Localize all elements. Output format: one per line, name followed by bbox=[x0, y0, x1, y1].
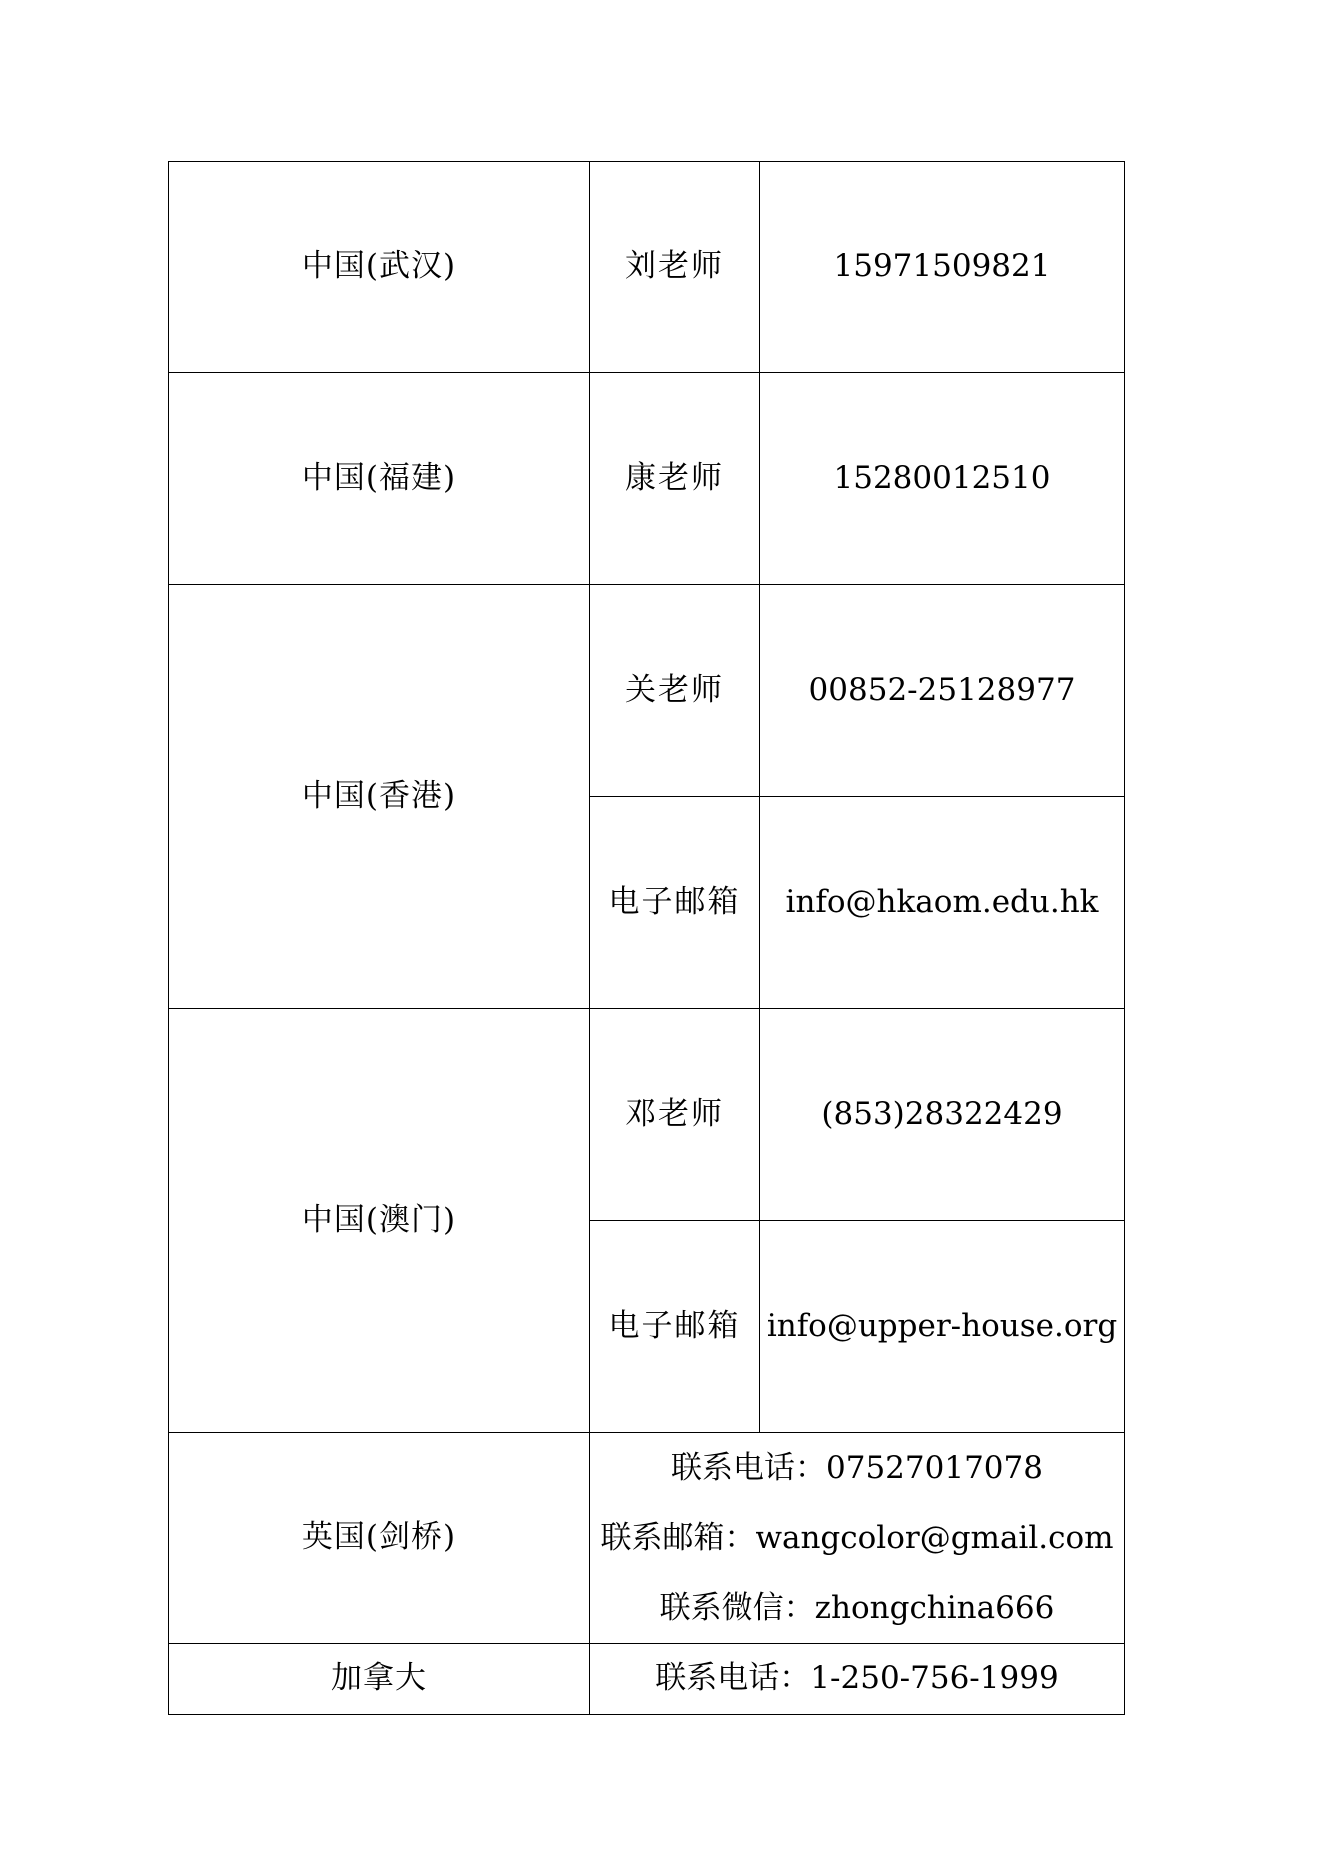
phone-cell: 15280012510 bbox=[760, 373, 1125, 585]
contact-info-cell: 联系电话：1-250-756-1999 bbox=[590, 1644, 1125, 1715]
contact-info-cell bbox=[590, 1433, 1125, 1644]
email-line: 联系邮箱：wangcolor@gmail.com bbox=[600, 1520, 1114, 1556]
table-row bbox=[169, 1433, 1125, 1644]
contact-name-cell: 刘老师 bbox=[590, 162, 760, 373]
contact-label-cell: 电子邮箱 bbox=[590, 797, 760, 1009]
region-cell: 中国(福建) bbox=[169, 373, 590, 585]
table-row bbox=[169, 162, 1125, 373]
table-row bbox=[169, 1644, 1125, 1715]
table-row bbox=[169, 1009, 1125, 1221]
region-cell: 加拿大 bbox=[169, 1644, 590, 1715]
region-cell: 中国(香港) bbox=[169, 585, 590, 1009]
region-cell: 英国(剑桥) bbox=[169, 1433, 590, 1644]
contact-table bbox=[168, 161, 1125, 1715]
email-cell: info@hkaom.edu.hk bbox=[760, 797, 1125, 1009]
phone-line: 联系电话：07527017078 bbox=[671, 1450, 1043, 1486]
wechat-line: 联系微信：zhongchina666 bbox=[659, 1590, 1055, 1626]
phone-cell: 15971509821 bbox=[760, 162, 1125, 373]
contact-name-cell: 关老师 bbox=[590, 585, 760, 797]
email-cell: info@upper-house.org bbox=[760, 1221, 1125, 1433]
region-cell: 中国(武汉) bbox=[169, 162, 590, 373]
contact-label-cell: 电子邮箱 bbox=[590, 1221, 760, 1433]
table-row bbox=[169, 585, 1125, 797]
contact-name-cell: 康老师 bbox=[590, 373, 760, 585]
phone-cell: 00852-25128977 bbox=[760, 585, 1125, 797]
region-cell: 中国(澳门) bbox=[169, 1009, 590, 1433]
contact-name-cell: 邓老师 bbox=[590, 1009, 760, 1221]
phone-cell: (853)28322429 bbox=[760, 1009, 1125, 1221]
table-row bbox=[169, 373, 1125, 585]
